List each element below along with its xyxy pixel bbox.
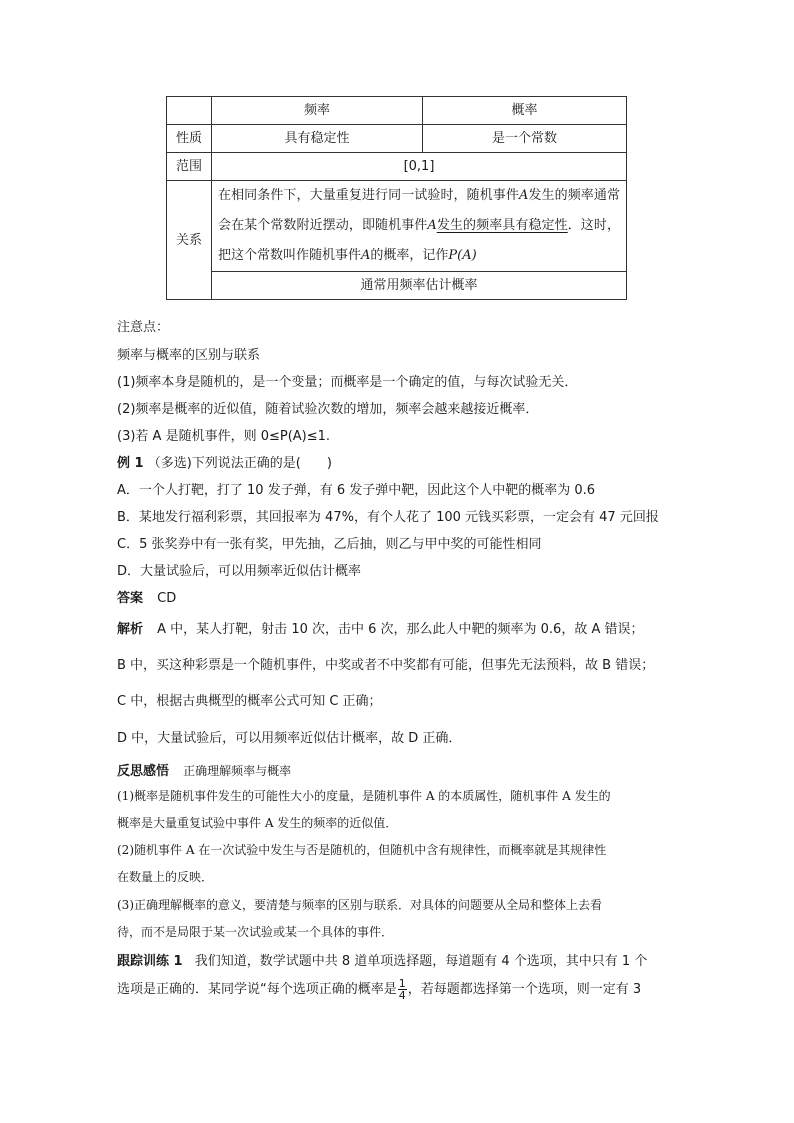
table-row-relation xyxy=(167,181,627,272)
analysis-line-4: D 中，大量试验后，可以用频率近似估计概率，故 D 正确． xyxy=(117,731,462,746)
note-item-3: (3)若 A 是随机事件，则 0≤P(A)≤1. xyxy=(117,429,331,444)
frequency-probability-table xyxy=(166,96,627,300)
example-title: 例 1 xyxy=(117,456,144,471)
analysis-label: 解析 xyxy=(117,622,144,637)
relation-text-2: 发生的频率通常会在某个常数附近摆动，即随机事件 xyxy=(218,188,620,233)
reflection-line-6: 待，而不是局限于某一次试验或某一个具体的事件． xyxy=(117,925,394,939)
fraction-denominator: 4 xyxy=(398,989,406,1002)
answer-label: 答案 xyxy=(117,591,144,606)
reflection-line-3: (2)随机事件 A 在一次试验中发生与否是随机的，但随机中含有规律性，而概率就是其规律性 xyxy=(117,843,607,857)
exercise-text-2b: ，若每题都选择第一个选项，则一定有 3 xyxy=(407,982,642,997)
relation-var-a-1: A xyxy=(518,188,529,203)
exercise-line-2 xyxy=(117,978,641,1001)
fraction-numerator: 1 xyxy=(398,977,406,990)
table-row-range xyxy=(167,153,627,181)
exercise-line-1 xyxy=(117,950,647,969)
relation-text-5: 的概率，记作 xyxy=(370,248,449,263)
table-header-row xyxy=(167,97,627,125)
row-label-property: 性质 xyxy=(167,125,212,153)
reflection-label: 反思感悟 xyxy=(117,764,170,779)
fraction-one-quarter xyxy=(398,978,407,1001)
note-item-1: (1)频率本身是随机的，是一个变量；而概率是一个确定的值，与每次试验无关． xyxy=(117,375,578,390)
example-stem-line xyxy=(117,452,332,471)
cell-range-value: [0,1] xyxy=(212,153,627,181)
relation-text-3: 发生的频率具有稳定性 xyxy=(436,218,568,233)
notes-subheading: 频率与概率的区别与联系 xyxy=(117,348,261,363)
example-stem: （多选)下列说法正确的是( ) xyxy=(147,456,332,471)
example-option-b: B．某地发行福利彩票，其回报率为 47%，有个人花了 100 元钱买彩票，一定会有 47 元回报 xyxy=(117,510,659,525)
analysis-line-1 xyxy=(117,618,644,637)
relation-notation: P(A) xyxy=(448,248,477,263)
cell-relation-text xyxy=(212,181,627,272)
analysis-text-1: A 中，某人打靶，射击 10 次，击中 6 次，那么此人中靶的频率为 0.6，故 A 错误； xyxy=(157,622,644,637)
relation-var-a-2: A xyxy=(427,218,437,233)
reflection-line-1: (1)概率是随机事件发生的可能性大小的度量，是随机事件 A 的本质属性，随机事件 A 发生的 xyxy=(117,789,611,803)
cell-property-frequency: 具有稳定性 xyxy=(212,125,423,153)
reflection-title: 正确理解频率与概率 xyxy=(183,764,292,778)
example-option-a: A．一个人打靶，打了 10 发子弹，有 6 发子弹中靶，因此这个人中靶的概率为 0.6 xyxy=(117,483,596,498)
answer-line xyxy=(117,587,176,606)
cell-property-probability: 是一个常数 xyxy=(423,125,627,153)
answer-value: CD xyxy=(157,591,177,606)
notes-heading: 注意点： xyxy=(117,320,170,335)
relation-var-a-3: A xyxy=(361,248,371,263)
header-probability: 概率 xyxy=(423,97,627,125)
header-frequency: 频率 xyxy=(212,97,423,125)
table-row-relation-footer xyxy=(167,272,627,300)
relation-text-1: 在相同条件下，大量重复进行同一试验时，随机事件 xyxy=(218,188,519,203)
row-label-range: 范围 xyxy=(167,153,212,181)
exercise-text-2a: 选项是正确的．某同学说“每个选项正确的概率是 xyxy=(117,982,397,997)
table-row-property xyxy=(167,125,627,153)
reflection-line-4: 在数量上的反映． xyxy=(117,870,214,884)
row-label-relation: 关系 xyxy=(167,181,212,300)
exercise-label: 跟踪训练 1 xyxy=(117,954,183,969)
example-option-c: C．5 张奖券中有一张有奖，甲先抽，乙后抽，则乙与甲中奖的可能性相同 xyxy=(117,537,542,552)
table-corner-cell xyxy=(167,97,212,125)
reflection-heading xyxy=(117,760,291,779)
example-option-d: D．大量试验后，可以用频率近似估计概率 xyxy=(117,564,362,579)
analysis-line-3: C 中，根据古典概型的概率公式可知 C 正确； xyxy=(117,694,382,709)
relation-text-4: ．这时，把这个常数叫作随机事件 xyxy=(218,218,620,263)
reflection-line-2: 概率是大量重复试验中事件 A 发生的频率的近似值． xyxy=(117,816,398,830)
note-item-2: (2)频率是概率的近似值，随着试验次数的增加，频率会越来越接近概率． xyxy=(117,402,539,417)
reflection-line-5: (3)正确理解概率的意义，要清楚与频率的区别与联系．对具体的问题要从全局和整体上去看 xyxy=(117,898,603,912)
cell-relation-footer: 通常用频率估计概率 xyxy=(212,272,627,300)
exercise-text-1: 我们知道，数学试题中共 8 道单项选择题，每道题有 4 个选项，其中只有 1 个 xyxy=(194,954,648,969)
analysis-line-2: B 中，买这种彩票是一个随机事件，中奖或者不中奖都有可能，但事先无法预料，故 B 错误； xyxy=(117,658,655,673)
